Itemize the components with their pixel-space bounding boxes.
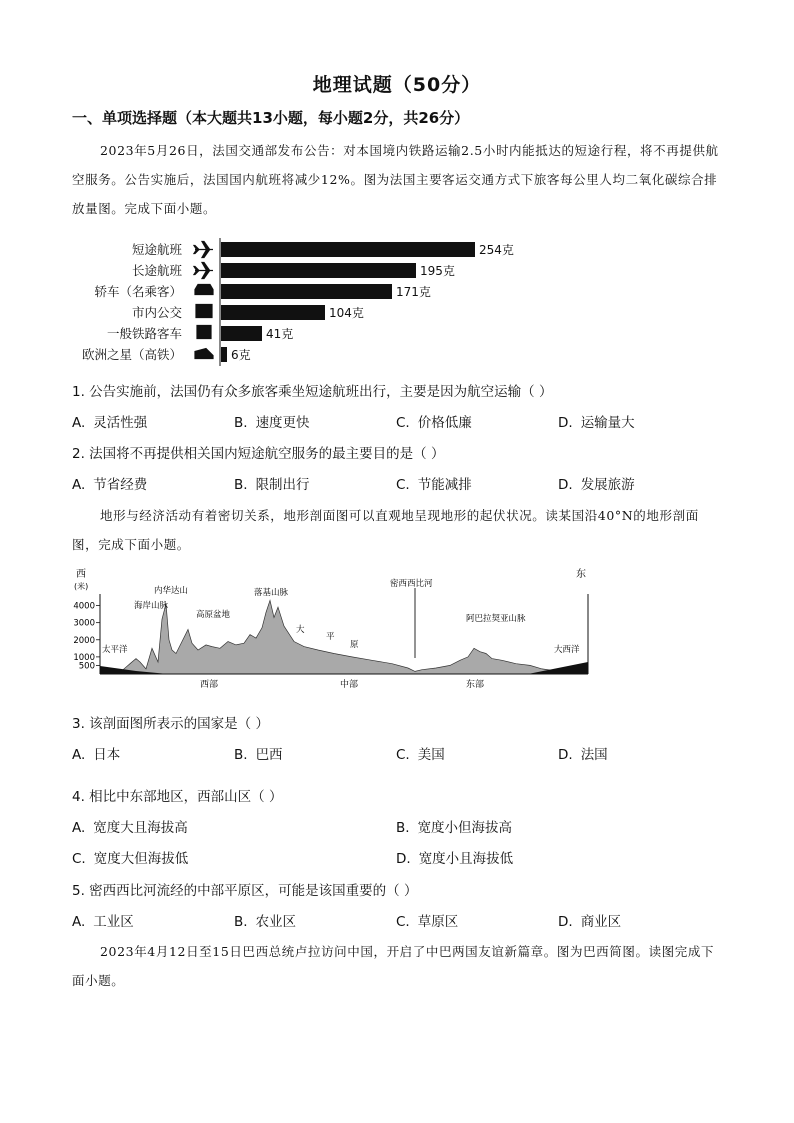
option-letter: A.: [72, 747, 86, 763]
option-text: 宽度小但海拔高: [417, 820, 513, 836]
option-text: 节能减排: [417, 477, 472, 493]
bar-value-label: 6克: [231, 348, 251, 362]
q3-option-b[interactable]: [234, 743, 283, 763]
option-letter: B.: [396, 820, 410, 836]
y-tick-label: 4000: [73, 601, 95, 612]
q5-option-d[interactable]: [558, 910, 621, 930]
bar-value-label: 254克: [479, 243, 514, 257]
region-central: 中部: [340, 680, 359, 690]
y-tick-label: 3000: [73, 618, 95, 629]
page-title: 地理试题（50分）: [312, 74, 482, 96]
option-letter: B.: [234, 415, 248, 431]
bus-icon: [196, 305, 212, 318]
option-text: 草原区: [417, 914, 459, 930]
direction-west: 西: [76, 569, 86, 580]
option-text: 农业区: [255, 914, 297, 930]
option-text: 价格低廉: [417, 415, 472, 431]
question-2-stem: 2. 法国将不再提供相关国内短途航空服务的最主要目的是（ ）: [72, 446, 445, 462]
bar-category-label: 市内公交: [131, 305, 182, 320]
option-letter: B.: [234, 747, 248, 763]
bar-category-label: 一般铁路客车: [106, 326, 182, 341]
option-text: 速度更快: [255, 415, 310, 431]
airplane-icon: [194, 263, 213, 279]
q4-option-b[interactable]: [396, 816, 512, 836]
option-letter: C.: [396, 914, 410, 930]
q1-option-a[interactable]: [72, 411, 147, 431]
bar-mark: [221, 305, 325, 320]
option-text: 宽度大但海拔低: [93, 851, 189, 867]
option-letter: A.: [72, 415, 86, 431]
label-mississippi: 密西西比河: [390, 579, 433, 589]
passage-2: 地形与经济活动有着密切关系，地形剖面图可以直观地呈现地形的起伏状况。读某国沿40°N的地形剖面图，完成下面小题。: [72, 508, 699, 552]
option-letter: C.: [72, 851, 86, 867]
option-letter: D.: [558, 415, 573, 431]
option-text: 发展旅游: [580, 477, 635, 493]
bar-mark: [221, 263, 416, 278]
option-text: 宽度大且海拔高: [93, 820, 188, 836]
option-text: 灵活性强: [93, 415, 148, 431]
option-letter: D.: [396, 851, 411, 867]
option-text: 巴西: [255, 747, 283, 763]
q5-option-a[interactable]: [72, 910, 134, 930]
label-plain-2: 平: [326, 632, 335, 642]
label-nevada: 内华达山: [154, 586, 189, 596]
q2-option-d[interactable]: [558, 473, 635, 493]
question-1-stem: 1. 公告实施前，法国仍有众多旅客乘坐短途航班出行，主要是因为航空运输（ ）: [72, 384, 553, 400]
q5-option-c[interactable]: [396, 910, 458, 930]
q2-option-c[interactable]: [396, 473, 472, 493]
terrain-area: [100, 600, 588, 674]
passage-3: 2023年4月12日至15日巴西总统卢拉访问中国，开启了中巴两国友谊新篇章。图为巴西简图。读图完成下面小题。: [72, 944, 715, 988]
option-text: 运输量大: [580, 415, 635, 431]
bar-mark: [221, 326, 262, 341]
option-text: 工业区: [93, 914, 134, 930]
option-letter: C.: [396, 477, 410, 493]
option-letter: A.: [72, 820, 86, 836]
q1-option-c[interactable]: [396, 411, 472, 431]
q1-option-d[interactable]: [558, 411, 635, 431]
label-coast-range: 海岸山脉: [134, 601, 169, 611]
airplane-icon: [194, 242, 213, 258]
y-tick-label: 1000: [73, 652, 95, 663]
direction-east: 东: [576, 569, 586, 580]
q4-option-d[interactable]: [396, 847, 513, 867]
q4-option-a[interactable]: [72, 816, 188, 836]
option-text: 限制出行: [255, 477, 310, 493]
option-text: 节省经费: [93, 477, 148, 493]
region-east: 东部: [466, 680, 485, 690]
bar-mark: [221, 242, 475, 257]
question-3-stem: 3. 该剖面图所表示的国家是（ ）: [72, 716, 269, 732]
label-pacific: 太平洋: [102, 645, 128, 655]
label-basin: 高原盆地: [196, 610, 231, 620]
option-letter: A.: [72, 477, 86, 493]
option-text: 日本: [93, 747, 121, 763]
region-west: 西部: [200, 680, 219, 690]
q1-option-b[interactable]: [234, 411, 310, 431]
bar-value-label: 195克: [420, 264, 455, 278]
option-letter: B.: [234, 914, 248, 930]
option-text: 法国: [580, 747, 608, 763]
label-rocky: 落基山脉: [254, 588, 289, 598]
label-plain-1: 大: [296, 625, 305, 635]
high-speed-train-icon: [195, 349, 213, 359]
bar-category-label: 欧洲之星（高铁）: [81, 347, 182, 362]
section-heading: 一、单项选择题（本大题共13小题，每小题2分，共26分）: [72, 109, 470, 127]
option-letter: B.: [234, 477, 248, 493]
option-letter: A.: [72, 914, 86, 930]
bar-value-label: 171克: [396, 285, 431, 299]
q3-option-d[interactable]: [558, 743, 608, 763]
train-icon: [197, 326, 211, 339]
option-text: 商业区: [580, 914, 622, 930]
bar-category-label: 长途航班: [131, 263, 182, 278]
bar-value-label: 104克: [329, 306, 364, 320]
q3-option-c[interactable]: [396, 743, 445, 763]
question-4-stem: 4. 相比中东部地区，西部山区（ ）: [72, 789, 283, 805]
q3-option-a[interactable]: [72, 743, 120, 763]
option-text: 宽度小且海拔低: [418, 851, 514, 867]
label-atlantic: 大西洋: [554, 645, 580, 655]
option-letter: C.: [396, 415, 410, 431]
label-appalachian: 阿巴拉契亚山脉: [466, 614, 526, 624]
y-axis-unit: (米): [74, 582, 89, 591]
q2-option-b[interactable]: [234, 473, 310, 493]
q5-option-b[interactable]: [234, 910, 296, 930]
bar-mark: [221, 284, 392, 299]
q2-option-a[interactable]: [72, 473, 147, 493]
y-tick-label: 500: [78, 661, 95, 672]
label-plain-3: 原: [350, 640, 359, 650]
option-text: 美国: [417, 747, 445, 763]
passage-1: 2023年5月26日，法国交通部发布公告：对本国境内铁路运输2.5小时内能抵达的短途行程，将不再提供航空服务。公告实施后，法国国内航班将减少12%。图为法国主要客运交通方式下旅客每公里人均二氧化碳综合排放量图。完成下面小题。: [72, 143, 719, 216]
bar-category-label: 轿车（名乘客）: [94, 284, 182, 299]
bar-mark: [221, 347, 227, 362]
option-letter: D.: [558, 914, 573, 930]
terrain-profile-chart: [72, 566, 596, 694]
bar-value-label: 41克: [266, 327, 294, 341]
emission-bar-chart: [72, 236, 552, 370]
bar-category-label: 短途航班: [131, 242, 182, 257]
question-5-stem: 5. 密西西比河流经的中部平原区，可能是该国重要的（ ）: [72, 883, 418, 899]
car-icon: [195, 285, 213, 295]
q4-option-c[interactable]: [72, 847, 188, 867]
option-letter: D.: [558, 747, 573, 763]
y-tick-label: 2000: [73, 635, 95, 646]
option-letter: D.: [558, 477, 573, 493]
option-letter: C.: [396, 747, 410, 763]
